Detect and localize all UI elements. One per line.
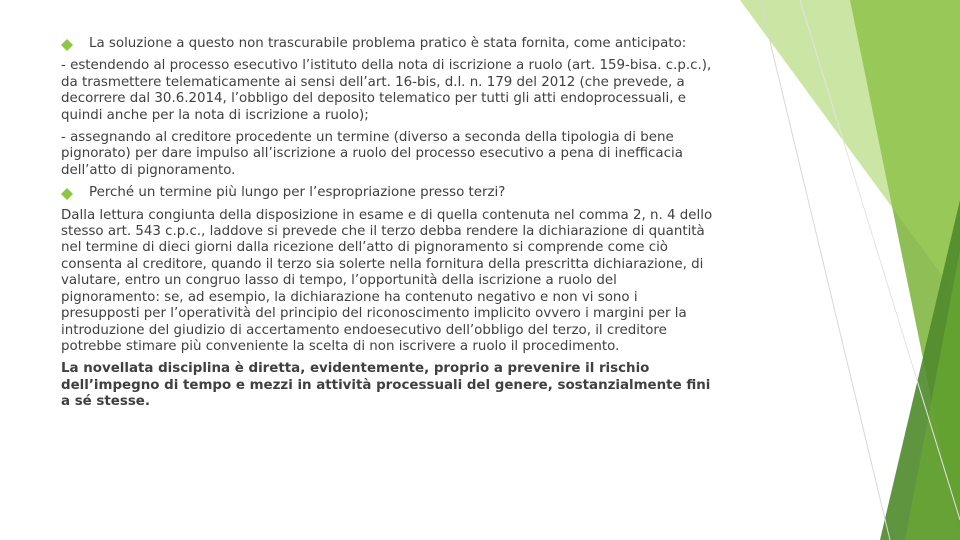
bullet-item bbox=[61, 36, 716, 52]
green-facet-light bbox=[740, 0, 960, 300]
paragraph: - estendendo al processo esecutivo l’istituto della nota di iscrizione a ruolo (art. 159-bisa. c.p.c.), da trasmettere telematicamente ai sensi dell’art. 16-bis, d.l. n. 179 del 2012 (che prevede, a decorrere dal 30.6.2014, l’obbligo del deposito telematico per tutti gli atti endoprocessuali, e quindi anche per la nota di iscrizione a ruolo); bbox=[61, 58, 712, 123]
diamond-bullet-icon bbox=[61, 188, 73, 200]
bullet-item bbox=[61, 185, 716, 201]
bullet-text: La soluzione a questo non trascurabile problema pratico è stata fornita, come anticipato: bbox=[89, 36, 687, 51]
bullet-text: Perché un termine più lungo per l’espropriazione presso terzi? bbox=[89, 185, 506, 201]
paragraph: Dalla lettura congiunta della disposizione in esame e di quella contenuta nel comma 2, n. 4 dello stesso art. 543 c.p.c., laddove si prevede che il terzo debba rendere la dichiarazione di quantità nel termine di dieci giorni dalla ricezione dell’atto di pignoramento si comprende come ciò consenta al creditore, quando il terzo sia solerte nella fornitura della prescritta dichiarazione, di valutare, entro un congruo lasso di tempo, l’opportunità della iscrizione a ruolo del pignoramento: se, ad esempio, la dichiarazione ha contenuto negativo e non vi sono i presupposti per l’operatività del principio del riconoscimento implicito ovvero i margini per la introduzione del giudizio di accertamento endoesecutivo dell’obbligo del terzo, il creditore potrebbe stimare più conveniente la scelta di non iscrivere a ruolo il procedimento. bbox=[61, 207, 713, 354]
diamond-bullet-icon bbox=[61, 39, 73, 51]
conclusion-paragraph: La novellata disciplina è diretta, evidentemente, proprio a prevenire il rischio dell’impegno di tempo e mezzi in attività processuali del genere, sostanzialmente fini a sé stesse. bbox=[61, 361, 711, 410]
slide-content bbox=[61, 36, 716, 417]
paragraph: - assegnando al creditore procedente un termine (diverso a seconda della tipologia di bene pignorato) per dare impulso all’iscrizione a ruolo del processo esecutivo a pena di inefficacia dell’atto di pignoramento. bbox=[61, 130, 683, 178]
